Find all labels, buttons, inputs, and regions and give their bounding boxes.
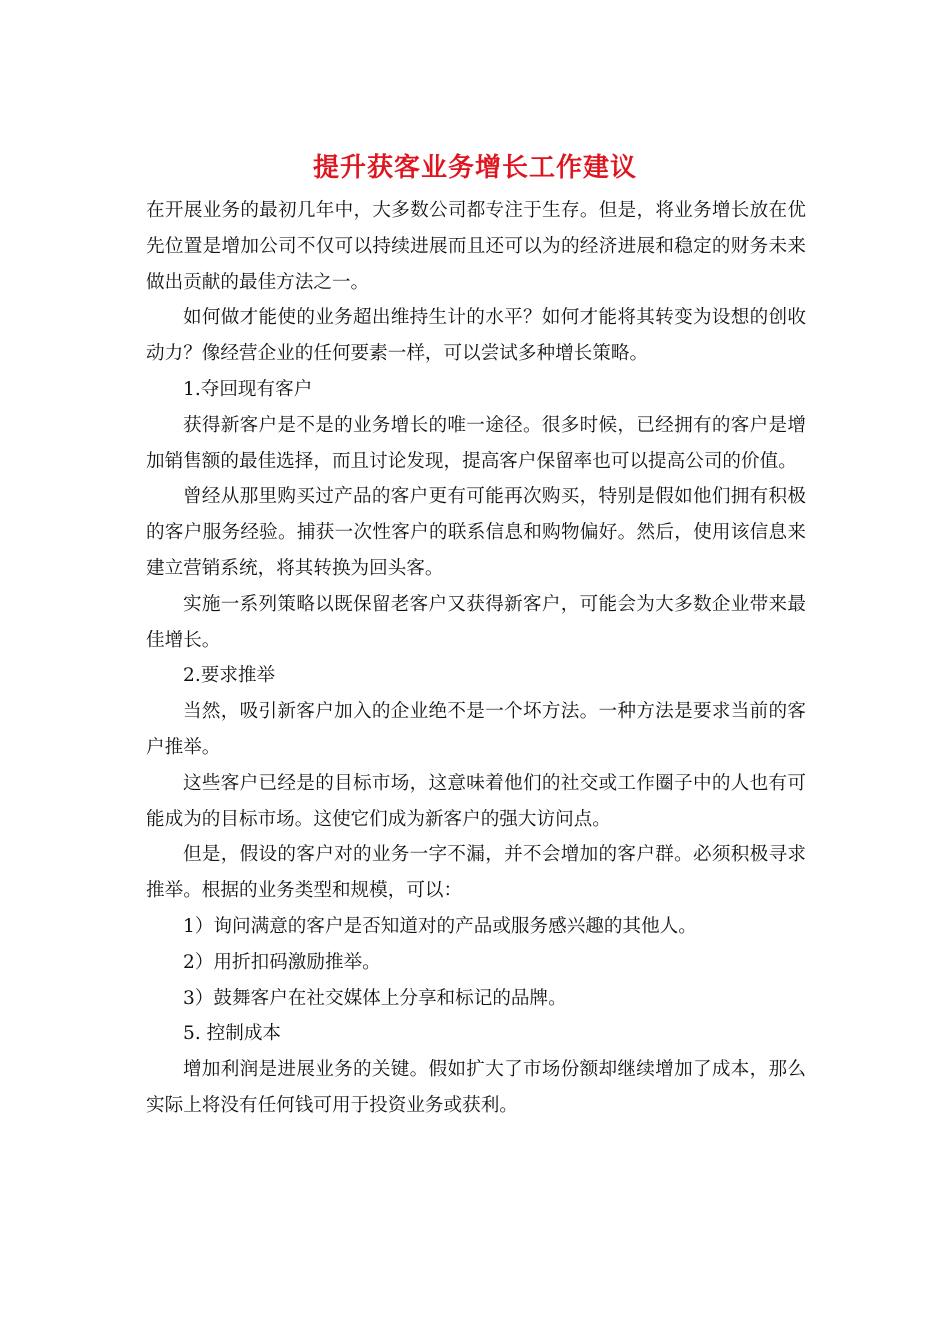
paragraph-intro: 在开展业务的最初几年中，大多数公司都专注于生存。但是，将业务增长放在优先位置是增加公司不仅可以持续进展而且还可以为的经济进展和稳定的财务未来做出贡献的最佳方法之一。 — [146, 200, 806, 293]
section-heading-1: 1.夺回现有客户 — [183, 378, 313, 400]
document-title: 提升获客业务增长工作建议 — [312, 153, 637, 183]
list-item: 3）鼓舞客户在社交媒体上分享和标记的品牌。 — [183, 987, 567, 1009]
list-item: 2）用折扣码激励推举。 — [183, 951, 381, 973]
document-body — [146, 193, 806, 1124]
section-heading-2: 2.要求推举 — [183, 665, 276, 687]
list-item: 1）询问满意的客户是否知道对的产品或服务感兴趣的其他人。 — [183, 915, 697, 937]
section-heading-5: 5. 控制成本 — [183, 1023, 282, 1045]
paragraph: 实施一系列策略以既保留老客户又获得新客户，可能会为大多数企业带来最佳增长。 — [146, 593, 806, 651]
paragraph: 当然，吸引新客户加入的企业绝不是一个坏方法。一种方法是要求当前的客户推举。 — [146, 701, 806, 758]
paragraph-question: 如何做才能使的业务超出维持生计的水平？如何才能将其转变为设想的创收动力？像经营企业的任何要素一样，可以尝试多种增长策略。 — [146, 307, 806, 365]
paragraph: 但是，假设的客户对的业务一字不漏，并不会增加的客户群。必须积极寻求推举。根据的业务类型和规模，可以： — [146, 844, 806, 902]
paragraph: 获得新客户是不是的业务增长的唯一途径。很多时候，已经拥有的客户是增加销售额的最佳选择，而且讨论发现，提高客户保留率也可以提高公司的价值。 — [146, 414, 806, 472]
paragraph: 增加利润是进展业务的关键。假如扩大了市场份额却继续增加了成本，那么实际上将没有任何钱可用于投资业务或获利。 — [146, 1059, 806, 1116]
paragraph: 曾经从那里购买过产品的客户更有可能再次购买，特别是假如他们拥有积极的客户服务经验。捕获一次性客户的联系信息和购物偏好。然后，使用该信息来建立营销系统，将其转换为回头客。 — [146, 486, 806, 579]
paragraph: 这些客户已经是的目标市场，这意味着他们的社交或工作圈子中的人也有可能成为的目标市场。这使它们成为新客户的强大访问点。 — [146, 772, 806, 830]
